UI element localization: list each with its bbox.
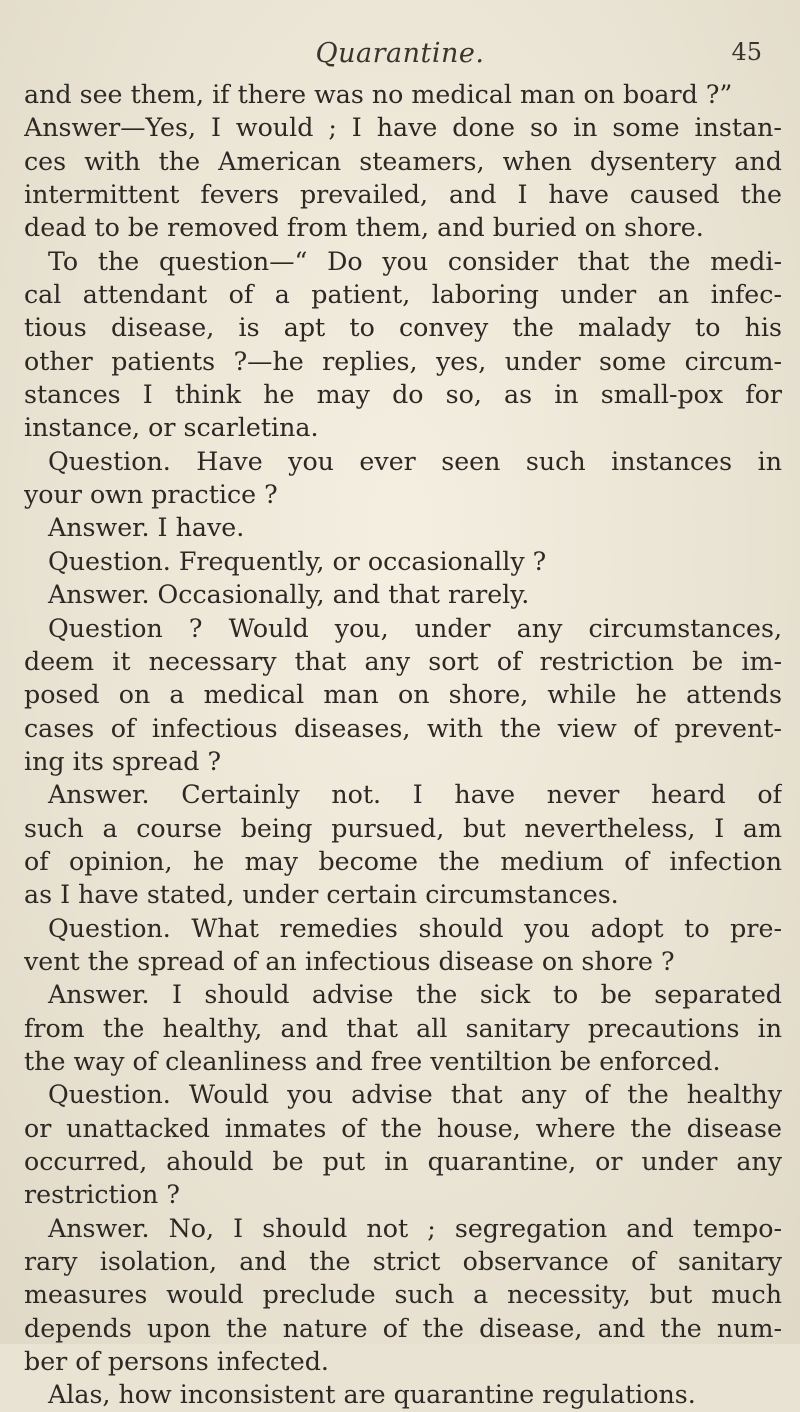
text-line: measures would preclude such a necessity, but much bbox=[24, 1280, 782, 1310]
text-line: Answer. No, I should not ; segregation and tempo- bbox=[48, 1213, 782, 1243]
text-line: your own practice ? bbox=[24, 480, 278, 510]
text-line: dead to be removed from them, and buried on shore. bbox=[24, 213, 704, 243]
page-number: 45 bbox=[731, 38, 762, 66]
page-header bbox=[0, 32, 800, 72]
text-line: Alas, how inconsistent are quarantine regulations. bbox=[48, 1380, 696, 1410]
text-line: ces with the American steamers, when dysentery and bbox=[24, 146, 782, 176]
text-line: posed on a medical man on shore, while he attends bbox=[24, 680, 782, 710]
text-line: Answer. Occasionally, and that rarely. bbox=[48, 580, 530, 610]
text-line: intermittent fevers prevailed, and I have caused the bbox=[24, 180, 782, 210]
text-line: deem it necessary that any sort of restriction be im- bbox=[24, 646, 782, 676]
text-line: restriction ? bbox=[24, 1180, 180, 1210]
text-line: as I have stated, under certain circumstances. bbox=[24, 880, 619, 910]
text-line: instance, or scarletina. bbox=[24, 413, 319, 443]
text-line: Answer. Certainly not. I have never heard of bbox=[48, 780, 782, 810]
text-line: To the question—“ Do you consider that the medi- bbox=[48, 246, 782, 276]
text-line: ing its spread ? bbox=[24, 746, 222, 776]
text-line: cases of infectious diseases, with the view of prevent- bbox=[24, 713, 782, 743]
text-line: Question. Have you ever seen such instances in bbox=[48, 446, 782, 476]
text-line: Question ? Would you, under any circumstances, bbox=[48, 613, 782, 643]
text-line: ber of persons infected. bbox=[24, 1347, 329, 1377]
text-line: cal attendant of a patient, laboring under an infec- bbox=[24, 280, 782, 310]
text-line: Answer. I have. bbox=[48, 513, 245, 543]
text-line: depends upon the nature of the disease, and the num- bbox=[24, 1313, 782, 1343]
text-line: Question. Frequently, or occasionally ? bbox=[48, 546, 547, 576]
text-line: such a course being pursued, but nevertheless, I am bbox=[24, 813, 782, 843]
text-line: and see them, if there was no medical man on board ?” bbox=[24, 80, 733, 109]
text-line: or unattacked inmates of the house, where the disease bbox=[24, 1113, 782, 1143]
text-line: rary isolation, and the strict observance of sanitary bbox=[24, 1247, 782, 1277]
body-text bbox=[24, 78, 782, 1412]
text-line: occurred, ahould be put in quarantine, or under any bbox=[24, 1147, 782, 1176]
text-line: stances I think he may do so, as in small-pox for bbox=[24, 380, 782, 410]
text-line: Answer. I should advise the sick to be separated bbox=[48, 980, 782, 1010]
text-line: other patients ?—he replies, yes, under some circum- bbox=[24, 346, 782, 376]
text-line: Answer—Yes, I would ; I have done so in some instan- bbox=[24, 113, 782, 143]
text-line: vent the spread of an infectious disease on shore ? bbox=[24, 946, 675, 976]
running-head: Quarantine. bbox=[315, 38, 485, 69]
text-line: Question. What remedies should you adopt to pre- bbox=[48, 913, 782, 943]
text-line: the way of cleanliness and free ventiltion be enforced. bbox=[24, 1046, 721, 1076]
text-line: of opinion, he may become the medium of infection bbox=[24, 846, 782, 876]
text-line: Question. Would you advise that any of the healthy bbox=[48, 1080, 782, 1110]
text-line: from the healthy, and that all sanitary precautions in bbox=[24, 1013, 782, 1043]
text-line: tious disease, is apt to convey the malady to his bbox=[24, 313, 782, 343]
